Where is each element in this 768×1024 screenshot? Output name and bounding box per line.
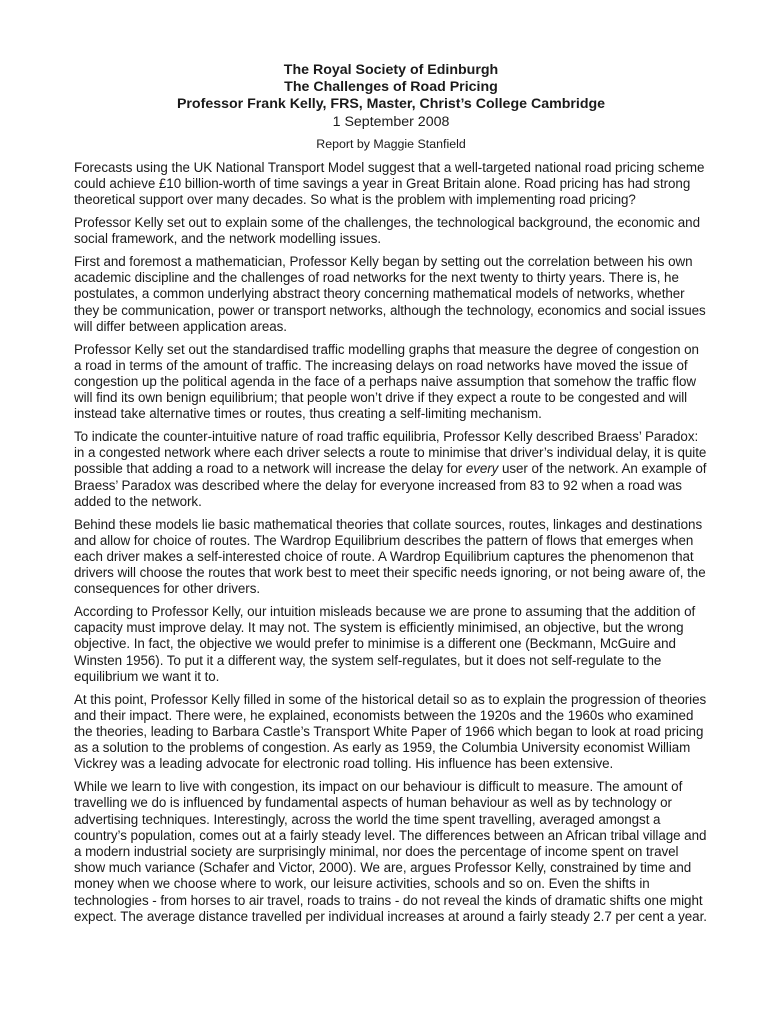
- paragraph-5: [74, 429, 708, 510]
- document-body: [74, 160, 708, 925]
- paragraph-8: At this point, Professor Kelly filled in some of the historical detail so as to explain the progression of theories and their impact. There were, he explained, economists between the 1920s and the 1960s who examined the theories, leading to Barbara Castle’s Transport White Paper of 1966 which began to look at road pricing as a solution to the problems of congestion. As early as 1959, the Columbia University economist William Vickrey was a leading advocate for electronic road tolling. His influence has been extensive.: [74, 691, 707, 772]
- paragraph-2: Professor Kelly set out to explain some of the challenges, the technological background, the economic and social framework, and the network modelling issues.: [74, 215, 700, 247]
- paragraph-6: Behind these models lie basic mathematical theories that collate sources, routes, linkages and destinations and allow for choice of routes. The Wardrop Equilibrium describes the pattern of flows that emerges when each driver makes a self-interested choice of route. A Wardrop Equilibrium captures the phenomenon that drivers will choose the routes that work best to meet their specific needs ignoring, or not being aware of, the consequences for other drivers.: [74, 516, 706, 597]
- paragraph-5-part-a: To indicate the counter-intuitive nature of road traffic equilibria, Professor Kelly described Braess’ Paradox: in a congested network where each driver selects a route to minimise that driver’s individual delay, it is quite possible that adding a road to a network will increase the delay for: [74, 429, 707, 477]
- report-author: Report by Maggie Stanfield: [316, 137, 466, 151]
- paragraph-1: Forecasts using the UK National Transport Model suggest that a well-targeted national road pricing scheme could achieve £10 billion-worth of time savings a year in Great Britain alone. Road pricing has had strong theoretical support over many decades. So what is the problem with implementing road pricing?: [74, 160, 705, 208]
- speaker-line: Professor Frank Kelly, FRS, Master, Christ’s College Cambridge: [176, 96, 606, 112]
- paragraph-5-part-b: user of the network. An example of Braess’ Paradox was described where the delay for everyone increased from 83 to 92 when a road was added to the network.: [74, 461, 707, 509]
- paragraph-3: First and foremost a mathematician, Professor Kelly began by setting out the correlation between his own academic discipline and the challenges of road networks for the next twenty to thirty years. There is, he postulates, a common underlying abstract theory concerning mathematical models of networks, whether they be communication, power or transport networks, although the technology, economics and social issues will differ between application areas.: [74, 254, 706, 334]
- paragraph-7: According to Professor Kelly, our intuition misleads because we are prone to assuming that the addition of capacity must improve delay. It may not. The system is efficiently minimised, an objective, but the wrong objective. In fact, the objective we would prefer to minimise is a different one (Beckmann, McGuire and Winsten 1956). To put it a different way, the system self-regulates, but it does not self-regulate to the equilibrium we want it to.: [74, 604, 696, 684]
- paragraph-4: Professor Kelly set out the standardised traffic modelling graphs that measure the degree of congestion on a road in terms of the amount of traffic. The increasing delays on road networks have moved the issue of congestion up the political agenda in the face of a perhaps naive assumption that somehow the traffic flow will find its own benign equilibrium; that people won’t drive if they expect a route to be congested and will instead take alternative times or routes, thus creating a self-limiting mechanism.: [74, 341, 699, 422]
- lecture-date: 1 September 2008: [332, 114, 450, 130]
- paragraph-9: While we learn to live with congestion, its impact on our behaviour is difficult to measure. The amount of travelling we do is influenced by fundamental aspects of human behaviour as well as by technology or advertising techniques. Interestingly, across the world the time spent travelling, averaged amongst a country’s population, comes out at a fairly steady level. The differences between an African tribal village and a modern industrial society are surprisingly minimal, nor does the percentage of income spent on travel show much variance (Schafer and Victor, 2000). We are, argues Professor Kelly, constrained by time and money when we choose where to work, our leisure activities, schools and so on. Even the shifts in technologies - from horses to air travel, roads to trains - do not reveal the kinds of dramatic shifts one might expect. The average distance travelled per individual increases at around a fairly steady 2.7 per cent a year.: [74, 779, 707, 924]
- paragraph-5-emphasis: every: [465, 461, 499, 477]
- document-header: [74, 62, 708, 152]
- lecture-title: The Challenges of Road Pricing: [284, 79, 498, 95]
- org-title: The Royal Society of Edinburgh: [283, 62, 499, 78]
